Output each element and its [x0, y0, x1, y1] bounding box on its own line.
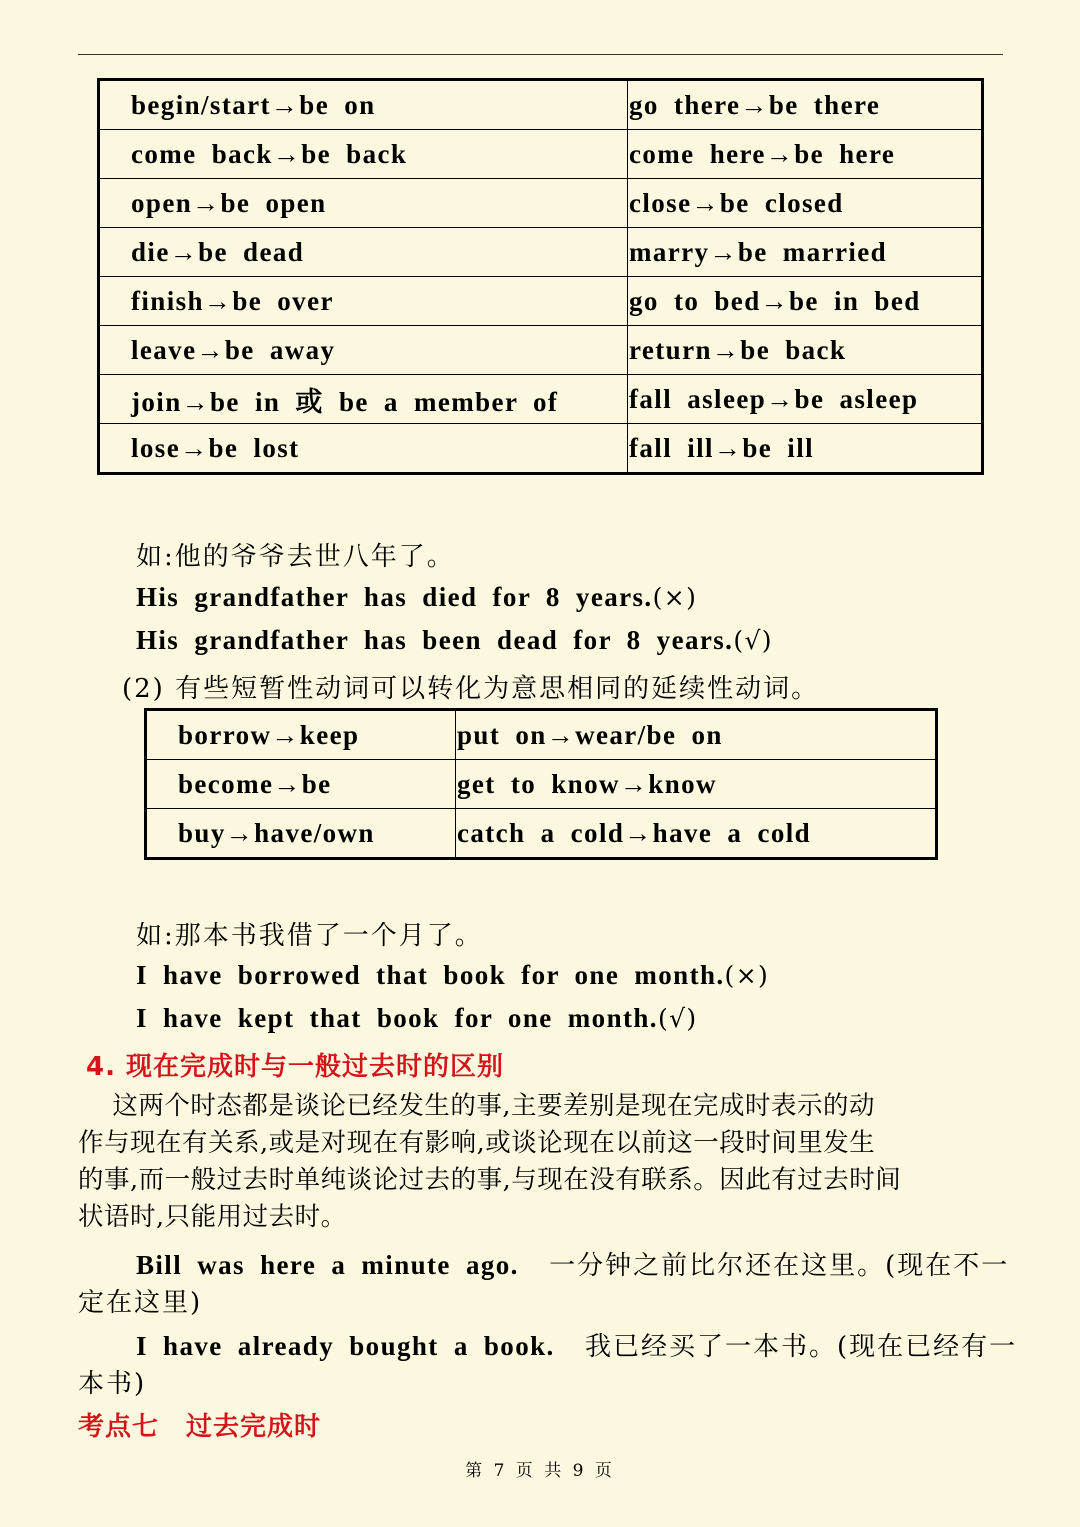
- table-row: [99, 179, 983, 228]
- paragraph-line: 作与现在有关系,或是对现在有影响,或谈论现在以前这一段时间里发生: [78, 1128, 876, 1158]
- table-cell: begin/start→be on: [99, 80, 628, 130]
- sentence-text: Bill was here a minute ago.: [136, 1250, 519, 1280]
- paragraph-line: 这两个时态都是谈论已经发生的事,主要差别是现在完成时表示的动: [78, 1091, 876, 1121]
- wrong-mark: (×): [724, 961, 770, 990]
- section-4-example-2-continued: 本书): [78, 1369, 147, 1399]
- table-cell: come back→be back: [99, 130, 628, 179]
- sentence-text: I have already bought a book.: [136, 1331, 555, 1361]
- example-2-wrong-sentence: [136, 960, 769, 991]
- table-row: [99, 277, 983, 326]
- section-4-example-2: [136, 1326, 1017, 1363]
- verb-conversion-table-1: [97, 78, 984, 475]
- section-4-example-1: [136, 1245, 1009, 1282]
- table-cell: come here→be here: [628, 130, 983, 179]
- sentence-text: His grandfather has died for 8 years.: [136, 582, 653, 612]
- table-cell: lose→be lost: [99, 424, 628, 474]
- sentence-text: I have borrowed that book for one month.: [136, 960, 725, 990]
- point-2-text: (2) 有些短暂性动词可以转化为意思相同的延续性动词。: [122, 674, 820, 704]
- table-cell: buy→have/own: [146, 809, 456, 859]
- section-7-heading: 考点七 过去完成时: [78, 1412, 322, 1442]
- table-cell: open→be open: [99, 179, 628, 228]
- table-cell: catch a cold→have a cold: [456, 809, 937, 859]
- sentence-text: His grandfather has been dead for 8 years.: [136, 625, 734, 655]
- table-cell: borrow→keep: [146, 710, 456, 760]
- right-mark: (√): [657, 1004, 698, 1033]
- table-cell: close→be closed: [628, 179, 983, 228]
- table-row: [146, 809, 937, 859]
- example-1-wrong-sentence: [136, 582, 697, 613]
- example-1-chinese: 如:他的爷爷去世八年了。: [136, 542, 455, 572]
- table-cell: die→be dead: [99, 228, 628, 277]
- example-2-right-sentence: [136, 1003, 698, 1034]
- table-cell: become→be: [146, 760, 456, 809]
- header-rule: [78, 54, 1003, 55]
- table-row: [99, 326, 983, 375]
- table-cell: finish→be over: [99, 277, 628, 326]
- verb-conversion-table-2: [144, 708, 938, 860]
- example-1-right-sentence: [136, 625, 773, 656]
- table-row: [146, 710, 937, 760]
- sentence-translation: 一分钟之前比尔还在这里。(现在不一: [549, 1251, 1010, 1281]
- table-row: [99, 80, 983, 130]
- table-cell: fall ill→be ill: [628, 424, 983, 474]
- table-row: [99, 130, 983, 179]
- example-2-chinese: 如:那本书我借了一个月了。: [136, 921, 483, 951]
- table-row: [99, 375, 983, 424]
- table-cell: leave→be away: [99, 326, 628, 375]
- table-cell: go there→be there: [628, 80, 983, 130]
- section-4-heading: 4. 现在完成时与一般过去时的区别: [86, 1052, 505, 1082]
- wrong-mark: (×): [652, 583, 698, 612]
- paragraph-line: 的事,而一般过去时单纯谈论过去的事,与现在没有联系。因此有过去时间: [78, 1165, 902, 1195]
- table-row: [146, 760, 937, 809]
- sentence-translation: 我已经买了一本书。(现在已经有一: [585, 1332, 1018, 1362]
- table-cell: fall asleep→be asleep: [628, 375, 983, 424]
- table-cell: return→be back: [628, 326, 983, 375]
- table-cell: get to know→know: [456, 760, 937, 809]
- section-4-paragraph: [78, 1088, 1003, 1236]
- table-cell: join→be in 或 be a member of: [99, 375, 628, 424]
- right-mark: (√): [733, 626, 773, 655]
- section-4-example-1-continued: 定在这里): [78, 1288, 203, 1318]
- page-footer: 第 7 页 共 9 页: [465, 1461, 615, 1481]
- table-cell: put on→wear/be on: [456, 710, 937, 760]
- paragraph-line: 状语时,只能用过去时。: [78, 1202, 347, 1232]
- table-cell: go to bed→be in bed: [628, 277, 983, 326]
- table-row: [99, 228, 983, 277]
- sentence-text: I have kept that book for one month.: [136, 1003, 658, 1033]
- table-row: [99, 424, 983, 474]
- table-cell: marry→be married: [628, 228, 983, 277]
